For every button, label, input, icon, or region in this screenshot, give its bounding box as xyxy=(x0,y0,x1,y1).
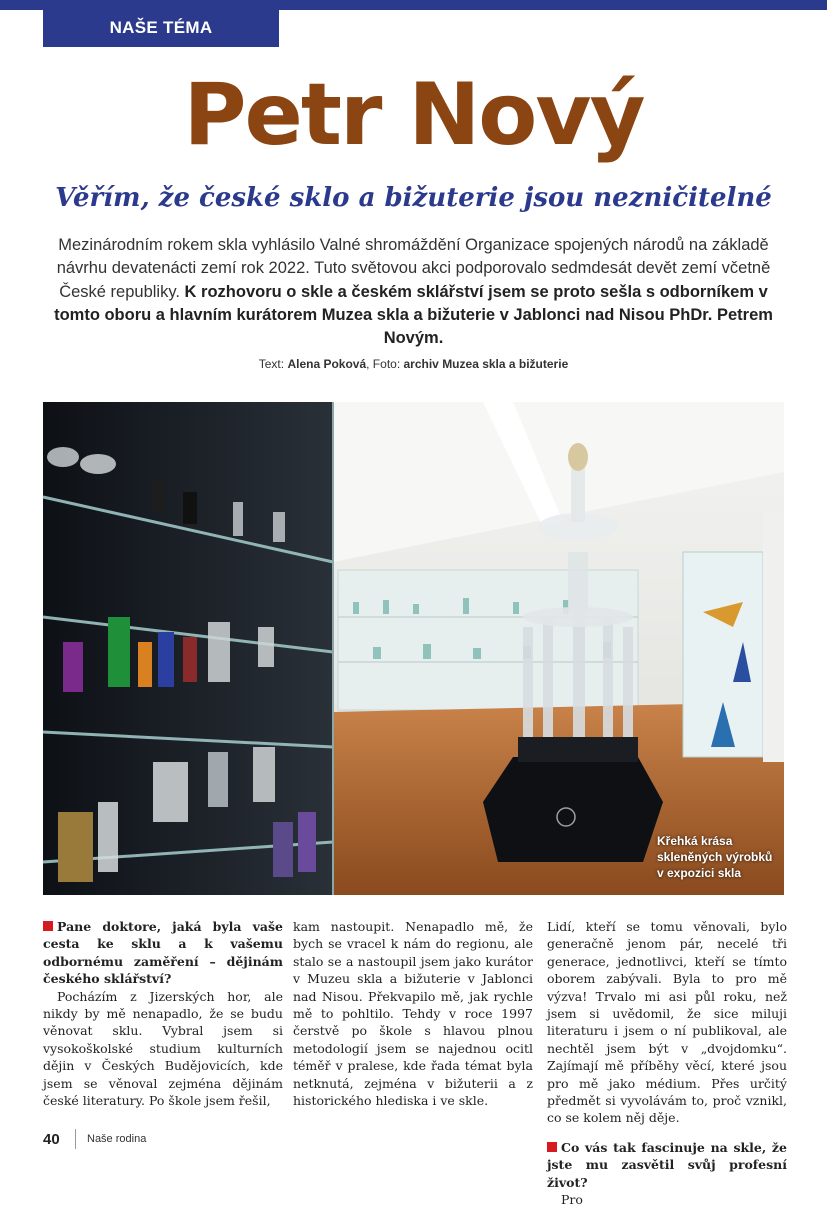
section-tag: NAŠE TÉMA xyxy=(43,8,279,47)
article-column-2 xyxy=(293,918,533,1109)
question-2 xyxy=(547,1139,787,1191)
credits xyxy=(0,357,827,371)
credits-text-label: Text: xyxy=(258,357,285,371)
answer-1-continued-overflow: Lidí, kteří se tomu věnovali, bylo generačně jenom pár, necelé tři generace, jednotlivci, kteří se tímto oborem zabývali. Byla to pro mě výzva! Trvalo mi asi půl roku, než jsem si uvědomil, že sice miluji literaturu i jsem o ní publikoval, ale nechtěl jsem být v „dvojdomku“. Zajímají mě příběhy věcí, které jsou pro mě jako médium. Přes určitý předmět si vyvolávám to, proč vznikl, co se kolem něj děje. xyxy=(547,919,787,1126)
question-1 xyxy=(43,918,283,988)
lead-paragraph xyxy=(40,234,787,350)
question-2-text: Co vás tak fascinuje na skle, že jste mu zasvětil svůj profesní život? xyxy=(547,1139,787,1190)
museum-photo xyxy=(43,402,784,895)
footer-divider xyxy=(75,1129,76,1149)
subheadline: Věřím, že české sklo a bižuterie jsou nezničitelné xyxy=(55,183,772,213)
answer-1-overflow: kam nastoupit. Nenapadlo mě, že bych se vracel k nám do regionu, ale stalo se a nastoupil jsem jako kurátor v Muzeu skla a bižuterie v Jablonci nad Nisou. Překvapilo mě, jak rychle mě to pohltilo. Tehdy v roce 1997 čerstvě po škole s hlavou plnou metodologií jsem se najednou ocitl téměř v pralese, kde řada témat byla netknutá, zejména v bižuterii a z historického hlediska i ve skle. xyxy=(293,919,533,1109)
lead-bold: K rozhovoru o skle a českém sklářství jsem se proto sešla s odborníkem v tomto oboru a hlavním kurátorem Muzea skla a bižuterie v Jablonci nad Nisou PhDr. Petrem Novým. xyxy=(54,282,773,348)
article-column-1 xyxy=(43,918,283,1109)
headline: Petr Nový xyxy=(183,65,644,165)
article-column-3 xyxy=(547,918,787,1209)
credits-photo-source: archiv Muzea skla a bižuterie xyxy=(403,357,569,371)
page-number: 40 xyxy=(43,1131,60,1148)
credits-author: Alena Poková xyxy=(287,357,367,371)
question-marker-icon xyxy=(43,921,53,931)
magazine-name: Naše rodina xyxy=(87,1133,147,1145)
photo-caption: Křehká krása skleněných výrobků v expozici skla xyxy=(657,834,773,880)
credits-photo-label: , Foto: xyxy=(366,357,401,371)
answer-2: Pro xyxy=(561,1192,583,1208)
lead-plain: Mezinárodním rokem skla vyhlásilo Valné shromáždění Organizace spojených národů na základě návrhu devatenácti zemí rok 2022. Tuto světovou akci podporovalo sedmdesát devět zemí včetně České republiky. xyxy=(56,236,771,301)
question-1-text: Pane doktore, jaká byla vaše cesta ke sklu a k vašemu odbornému zaměření – dějinám českého sklářství? xyxy=(43,919,283,987)
question-marker-icon xyxy=(547,1142,557,1152)
answer-1: Pocházím z Jizerských hor, ale nikdy by mě nenapadlo, že se budu věnovat sklu. Vybral jsem si vysokoškolské studium kulturních dějin v Českých Budějovicích, kde jsem se věnoval zejména dějinám české literatury. Po škole jsem řešil, xyxy=(43,988,283,1109)
